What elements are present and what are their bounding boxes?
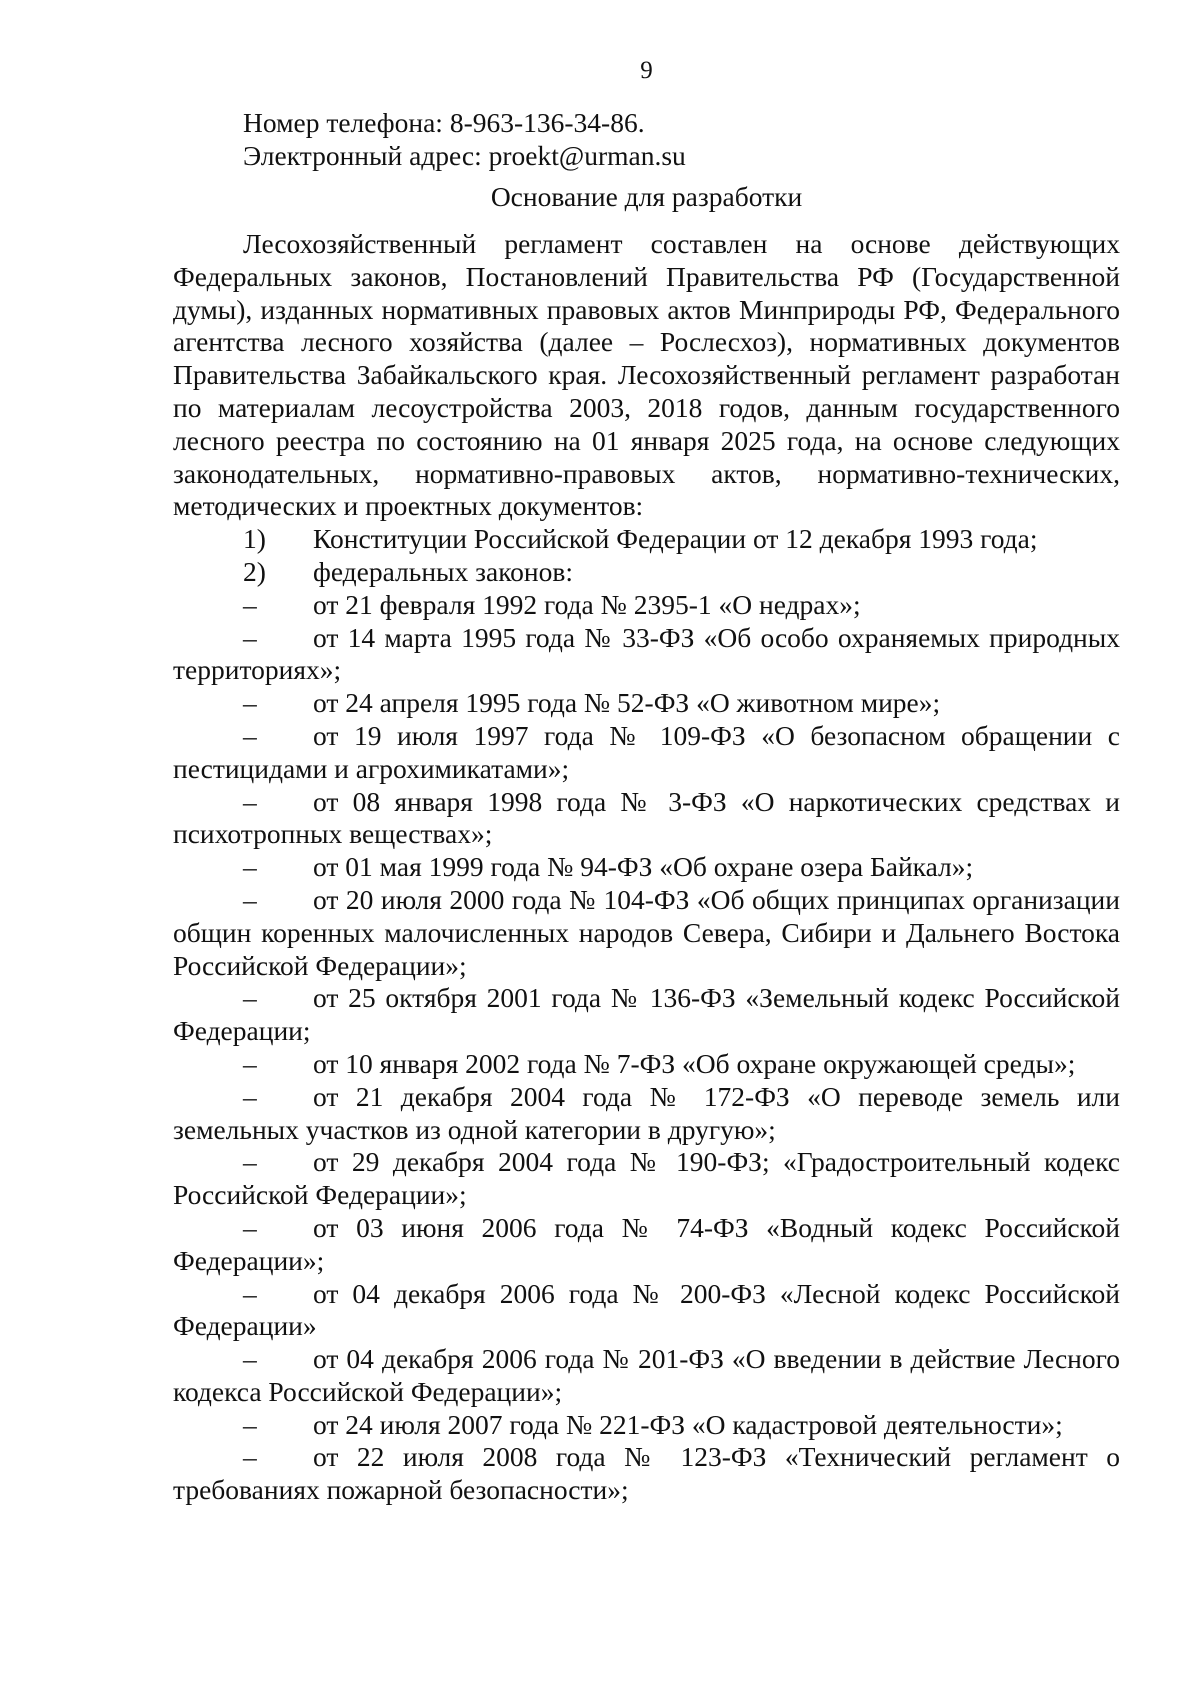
- law-text: от 10 января 2002 года № 7-ФЗ «Об охране окружающей среды»;: [313, 1047, 1076, 1079]
- dash-marker: –: [243, 1211, 257, 1243]
- law-text: от 21 февраля 1992 года № 2395-1 «О недрах»;: [313, 588, 861, 620]
- law-text: от 04 декабря 2006 года № 200-ФЗ «Лесной кодекс Российской Федерации»: [173, 1277, 1120, 1342]
- law-item: [173, 982, 1120, 1048]
- law-text: от 19 июля 1997 года № 109-ФЗ «О безопасном обращении с пестицидами и агрохимикатами»;: [173, 719, 1120, 784]
- dash-marker: –: [243, 1408, 257, 1440]
- item-text: Конституции Российской Федерации от 12 декабря 1993 года;: [313, 523, 1038, 555]
- dash-marker: –: [243, 621, 257, 653]
- email-line: Электронный адрес: proekt@urman.su: [243, 140, 686, 171]
- law-item: [173, 1212, 1120, 1278]
- dash-marker: –: [243, 687, 257, 719]
- law-text: от 25 октября 2001 года № 136-ФЗ «Земельный кодекс Российской Федерации;: [173, 982, 1120, 1047]
- item-marker: 1): [243, 523, 266, 555]
- law-item: [173, 687, 1120, 720]
- law-item: [173, 884, 1120, 982]
- law-item: [173, 1343, 1120, 1409]
- intro-paragraph: Лесохозяйственный регламент составлен на основе действующих Федеральных законов, Постановлений Правительства РФ (Государственной думы), изданных нормативных правовых актов Минприроды РФ, Федерального агентства лесного хозяйства (далее – Рослесхоз), нормативных документов Правительства Забайкальского края. Лесохозяйственный регламент разработан по материалам лесоустройства 2003, 2018 годов, данным государственного лесного реестра по состоянию на 01 января 2025 года, на основе следующих законодательных, нормативно-правовых актов, нормативно-технических, методических и проектных документов:: [173, 228, 1120, 522]
- item-text: федеральных законов:: [313, 555, 574, 587]
- law-item: [173, 1081, 1120, 1147]
- law-text: от 22 июля 2008 года № 123-ФЗ «Технический регламент о требованиях пожарной безопасности»;: [173, 1441, 1120, 1506]
- law-text: от 03 июня 2006 года № 74-ФЗ «Водный кодекс Российской Федерации»;: [173, 1211, 1120, 1276]
- law-item: [173, 720, 1120, 786]
- law-item: [173, 622, 1120, 688]
- law-text: от 24 апреля 1995 года № 52-ФЗ «О животном мире»;: [313, 687, 941, 719]
- law-text: от 20 июля 2000 года № 104-ФЗ «Об общих принципах организации общин коренных малочисленных народов Севера, Сибири и Дальнего Востока Российской Федерации»;: [173, 883, 1120, 981]
- dash-marker: –: [243, 1146, 257, 1178]
- law-text: от 24 июля 2007 года № 221-ФЗ «О кадастровой деятельности»;: [313, 1408, 1063, 1440]
- dash-marker: –: [243, 785, 257, 817]
- law-item: [173, 1048, 1120, 1081]
- dash-marker: –: [243, 982, 257, 1014]
- dash-marker: –: [243, 719, 257, 751]
- numbered-item: [173, 523, 1120, 556]
- law-text: от 21 декабря 2004 года № 172-ФЗ «О переводе земель или земельных участков из одной категории в другую»;: [173, 1080, 1120, 1145]
- numbered-item: [173, 556, 1120, 589]
- dash-marker: –: [243, 1441, 257, 1473]
- dash-marker: –: [243, 1277, 257, 1309]
- section-heading: Основание для разработки: [490, 181, 803, 212]
- law-text: от 04 декабря 2006 года № 201-ФЗ «О введении в действие Лесного кодекса Российской Федерации»;: [173, 1343, 1120, 1407]
- law-item: [173, 1441, 1120, 1507]
- dash-marker: –: [243, 1047, 257, 1079]
- phone-line: Номер телефона: 8-963-136-34-86.: [243, 107, 645, 138]
- law-item: [173, 1278, 1120, 1344]
- law-item: [173, 1146, 1120, 1212]
- numbered-list: [173, 523, 1120, 589]
- law-text: от 01 мая 1999 года № 94-ФЗ «Об охране озера Байкал»;: [313, 851, 974, 883]
- law-item: [173, 851, 1120, 884]
- dash-marker: –: [243, 1080, 257, 1112]
- dash-marker: –: [243, 851, 257, 883]
- law-text: от 29 декабря 2004 года № 190-ФЗ; «Градостроительный кодекс Российской Федерации»;: [173, 1146, 1120, 1211]
- law-item: [173, 589, 1120, 622]
- law-text: от 08 января 1998 года № 3-ФЗ «О наркотических средствах и психотропных веществах»;: [173, 785, 1120, 850]
- law-text: от 14 марта 1995 года № 33-ФЗ «Об особо охраняемых природных территориях»;: [173, 621, 1120, 686]
- page-number: 9: [640, 57, 653, 84]
- law-item: [173, 786, 1120, 852]
- dash-marker: –: [243, 588, 257, 620]
- law-list: [173, 589, 1120, 1507]
- dash-marker: –: [243, 1343, 257, 1375]
- dash-marker: –: [243, 883, 257, 915]
- item-marker: 2): [243, 555, 266, 587]
- law-item: [173, 1409, 1120, 1442]
